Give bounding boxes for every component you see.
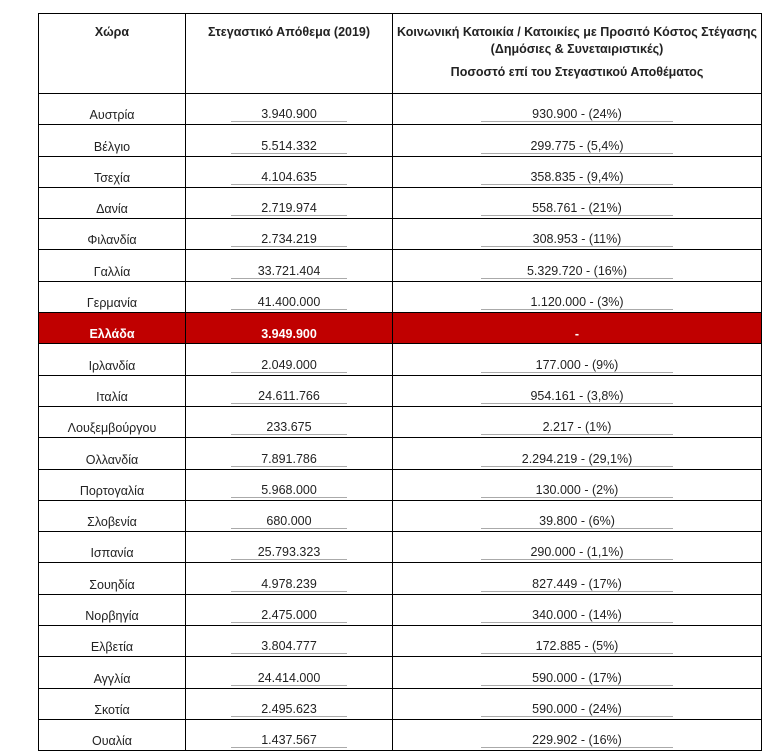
cell-stock <box>186 313 393 344</box>
cell-social <box>393 156 762 187</box>
cell-stock-text: 5.968.000 <box>231 483 347 498</box>
table-row <box>39 375 762 406</box>
cell-country <box>39 594 186 625</box>
cell-country <box>39 406 186 437</box>
cell-social <box>393 94 762 125</box>
table-row-highlighted <box>39 313 762 344</box>
table-row <box>39 532 762 563</box>
cell-stock-text: 2.475.000 <box>231 608 347 623</box>
cell-country-text: Ολλανδία <box>85 452 139 467</box>
cell-stock-text: 2.049.000 <box>231 358 347 373</box>
cell-country-text: Πορτογαλία <box>79 483 145 498</box>
cell-social-text: 827.449 - (17%) <box>481 577 673 592</box>
cell-country <box>39 281 186 312</box>
cell-stock-text: 7.891.786 <box>231 452 347 467</box>
cell-country <box>39 375 186 406</box>
cell-social <box>393 500 762 531</box>
cell-social-text: 172.885 - (5%) <box>481 639 673 654</box>
cell-social <box>393 219 762 250</box>
cell-country <box>39 438 186 469</box>
table-row <box>39 219 762 250</box>
cell-country-text: Σκοτία <box>94 702 130 717</box>
cell-social <box>393 406 762 437</box>
cell-country <box>39 219 186 250</box>
cell-stock <box>186 626 393 657</box>
cell-social-text: 308.953 - (11%) <box>481 232 673 247</box>
table-row <box>39 563 762 594</box>
table-row <box>39 281 762 312</box>
cell-social-text: 229.902 - (16%) <box>481 733 673 748</box>
cell-social-text: 340.000 - (14%) <box>481 608 673 623</box>
table-row <box>39 156 762 187</box>
cell-stock <box>186 94 393 125</box>
cell-social-text: 2.294.219 - (29,1%) <box>481 452 673 467</box>
cell-social-text: 177.000 - (9%) <box>481 358 673 373</box>
cell-stock-text: 3.804.777 <box>231 639 347 654</box>
cell-country <box>39 187 186 218</box>
cell-social-text: 5.329.720 - (16%) <box>481 264 673 279</box>
cell-country-text: Τσεχία <box>93 170 131 185</box>
cell-stock-text: 4.978.239 <box>231 577 347 592</box>
cell-country-text: Νορβηγία <box>85 609 139 624</box>
cell-social <box>393 532 762 563</box>
cell-social <box>393 375 762 406</box>
cell-stock <box>186 657 393 688</box>
cell-country-text: Σουηδία <box>89 577 135 592</box>
cell-stock-text: 41.400.000 <box>231 295 347 310</box>
cell-country-text: Δανία <box>96 202 128 217</box>
table-body <box>39 94 762 751</box>
cell-country-text: Λουξεμβούργου <box>67 421 157 436</box>
cell-social <box>393 719 762 750</box>
cell-country-text: Φιλανδία <box>87 233 137 248</box>
table-row <box>39 469 762 500</box>
cell-stock <box>186 219 393 250</box>
header-stock: Στεγαστικό Απόθεμα (2019) <box>186 14 393 94</box>
cell-social-text: 590.000 - (17%) <box>481 671 673 686</box>
cell-social-text: - <box>574 327 580 342</box>
cell-stock-text: 2.495.623 <box>231 702 347 717</box>
cell-country-text: Ιταλία <box>96 389 128 404</box>
table-row <box>39 657 762 688</box>
cell-stock <box>186 250 393 281</box>
table-row <box>39 187 762 218</box>
cell-country <box>39 250 186 281</box>
cell-country <box>39 313 186 344</box>
cell-country <box>39 532 186 563</box>
cell-country <box>39 344 186 375</box>
table-row <box>39 719 762 750</box>
cell-stock-text: 24.611.766 <box>231 389 347 404</box>
header-social-subtitle: Ποσοστό επί του Στεγαστικού Αποθέματος <box>450 65 704 79</box>
cell-social-text: 2.217 - (1%) <box>481 420 673 435</box>
cell-social <box>393 438 762 469</box>
cell-social <box>393 563 762 594</box>
cell-country-text: Αγγλία <box>93 671 131 686</box>
cell-stock <box>186 500 393 531</box>
table-row <box>39 250 762 281</box>
table-row <box>39 125 762 156</box>
cell-stock <box>186 719 393 750</box>
cell-stock <box>186 563 393 594</box>
cell-social <box>393 657 762 688</box>
cell-social-text: 1.120.000 - (3%) <box>481 295 673 310</box>
cell-country-text: Ισπανία <box>90 546 134 561</box>
cell-social <box>393 688 762 719</box>
cell-stock-text: 4.104.635 <box>231 170 347 185</box>
cell-stock-text: 24.414.000 <box>231 671 347 686</box>
cell-social-text: 290.000 - (1,1%) <box>481 545 673 560</box>
housing-table <box>38 13 762 751</box>
table-row <box>39 688 762 719</box>
cell-stock-text: 1.437.567 <box>231 733 347 748</box>
cell-stock <box>186 281 393 312</box>
cell-social-text: 39.800 - (6%) <box>481 514 673 529</box>
table-row <box>39 344 762 375</box>
cell-stock <box>186 187 393 218</box>
cell-social <box>393 125 762 156</box>
cell-social-text: 954.161 - (3,8%) <box>481 389 673 404</box>
cell-stock <box>186 375 393 406</box>
cell-stock <box>186 438 393 469</box>
table-row <box>39 500 762 531</box>
cell-country <box>39 500 186 531</box>
header-social-title: Κοινωνική Κατοικία / Κατοικίες με Προσιτό Κόστος Στέγασης (Δημόσιες & Συνεταιριστικές) <box>396 25 758 56</box>
cell-country-text: Ουαλία <box>91 734 133 749</box>
cell-stock-text: 680.000 <box>231 514 347 529</box>
cell-country-text: Σλοβενία <box>87 515 137 530</box>
cell-social <box>393 313 762 344</box>
cell-country <box>39 688 186 719</box>
cell-country <box>39 657 186 688</box>
cell-social-text: 299.775 - (5,4%) <box>481 139 673 154</box>
cell-social <box>393 594 762 625</box>
header-social <box>393 14 762 94</box>
cell-social <box>393 469 762 500</box>
cell-social <box>393 250 762 281</box>
cell-social <box>393 626 762 657</box>
table-row <box>39 594 762 625</box>
cell-country-text: Ελβετία <box>90 640 134 655</box>
cell-country <box>39 125 186 156</box>
table-row <box>39 626 762 657</box>
cell-stock <box>186 156 393 187</box>
cell-social-text: 558.761 - (21%) <box>481 201 673 216</box>
cell-stock <box>186 594 393 625</box>
cell-stock <box>186 532 393 563</box>
cell-stock <box>186 344 393 375</box>
cell-country <box>39 719 186 750</box>
cell-stock-text: 25.793.323 <box>231 545 347 560</box>
cell-stock-text: 5.514.332 <box>231 139 347 154</box>
cell-country-text: Γερμανία <box>86 296 138 311</box>
cell-social <box>393 187 762 218</box>
cell-country <box>39 469 186 500</box>
cell-social-text: 130.000 - (2%) <box>481 483 673 498</box>
cell-stock <box>186 125 393 156</box>
cell-stock-text: 3.949.900 <box>261 327 317 342</box>
cell-country-text: Ιρλανδία <box>88 358 136 373</box>
cell-country <box>39 563 186 594</box>
header-row <box>39 14 762 94</box>
cell-stock-text: 33.721.404 <box>231 264 347 279</box>
cell-stock-text: 2.734.219 <box>231 232 347 247</box>
cell-stock <box>186 688 393 719</box>
table-row <box>39 438 762 469</box>
cell-country-text: Αυστρία <box>89 108 135 123</box>
cell-stock <box>186 469 393 500</box>
header-country: Χώρα <box>39 14 186 94</box>
cell-country-text: Γαλλία <box>93 264 131 279</box>
cell-country-text: Βέλγιο <box>93 139 131 154</box>
cell-social-text: 590.000 - (24%) <box>481 702 673 717</box>
cell-stock-text: 2.719.974 <box>231 201 347 216</box>
table-row <box>39 94 762 125</box>
cell-social-text: 358.835 - (9,4%) <box>481 170 673 185</box>
cell-stock-text: 233.675 <box>231 420 347 435</box>
cell-social <box>393 281 762 312</box>
cell-stock <box>186 406 393 437</box>
cell-stock-text: 3.940.900 <box>231 107 347 122</box>
cell-social-text: 930.900 - (24%) <box>481 107 673 122</box>
cell-country-text: Ελλάδα <box>89 327 135 342</box>
cell-country <box>39 94 186 125</box>
cell-social <box>393 344 762 375</box>
cell-country <box>39 626 186 657</box>
cell-country <box>39 156 186 187</box>
table-row <box>39 406 762 437</box>
